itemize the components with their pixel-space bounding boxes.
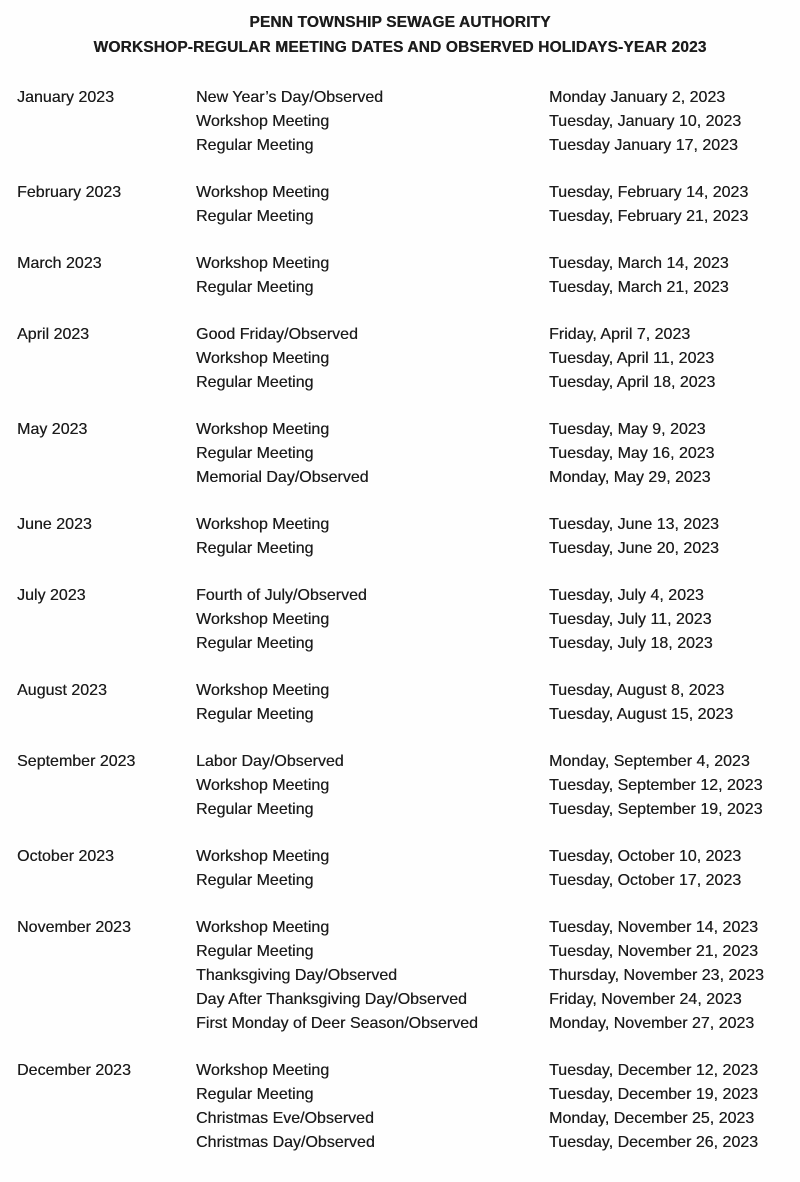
event-name: New Year’s Day/Observed <box>196 89 384 106</box>
event-date: Tuesday, March 21, 2023 <box>549 279 729 296</box>
event-date: Tuesday, September 19, 2023 <box>549 801 763 818</box>
month-group <box>17 584 792 656</box>
event-date: Tuesday, February 21, 2023 <box>549 208 749 225</box>
event-name: Regular Meeting <box>196 374 314 391</box>
event-name: Workshop Meeting <box>196 350 330 367</box>
event-name: Good Friday/Observed <box>196 326 358 343</box>
event-date: Monday, September 4, 2023 <box>549 753 750 770</box>
event-date: Tuesday, July 18, 2023 <box>549 635 713 652</box>
event-date: Tuesday, October 17, 2023 <box>549 872 742 889</box>
month-label: January 2023 <box>17 89 114 106</box>
event-date: Friday, April 7, 2023 <box>549 326 691 343</box>
event-name: Workshop Meeting <box>196 611 330 628</box>
month-group <box>17 845 792 893</box>
document-title-line2: WORKSHOP-REGULAR MEETING DATES AND OBSERVED HOLIDAYS-YEAR 2023 <box>93 39 707 56</box>
event-name: Memorial Day/Observed <box>196 469 369 486</box>
month-group <box>17 252 792 300</box>
event-name: Workshop Meeting <box>196 113 330 130</box>
month-label: July 2023 <box>17 587 86 604</box>
month-label: April 2023 <box>17 326 90 343</box>
month-group <box>17 1059 792 1155</box>
event-name: Workshop Meeting <box>196 848 330 865</box>
event-name: Regular Meeting <box>196 706 314 723</box>
event-date: Monday, November 27, 2023 <box>549 1015 755 1032</box>
event-name: Regular Meeting <box>196 801 314 818</box>
event-date: Monday, May 29, 2023 <box>549 469 711 486</box>
event-date: Tuesday, September 12, 2023 <box>549 777 763 794</box>
event-name: Regular Meeting <box>196 540 314 557</box>
event-date: Tuesday, August 8, 2023 <box>549 682 725 699</box>
event-date: Tuesday, December 26, 2023 <box>549 1134 759 1151</box>
month-group <box>17 513 792 561</box>
event-name: Christmas Eve/Observed <box>196 1110 374 1127</box>
event-name: Thanksgiving Day/Observed <box>196 967 397 984</box>
event-date: Tuesday, June 20, 2023 <box>549 540 719 557</box>
event-date: Tuesday, October 10, 2023 <box>549 848 742 865</box>
month-label: March 2023 <box>17 255 102 272</box>
event-date: Friday, November 24, 2023 <box>549 991 742 1008</box>
month-group <box>17 323 792 395</box>
event-name: Regular Meeting <box>196 137 314 154</box>
month-label: November 2023 <box>17 919 131 936</box>
schedule-list <box>0 86 800 1155</box>
month-group <box>17 750 792 822</box>
event-date: Tuesday, July 11, 2023 <box>549 611 712 628</box>
event-date: Tuesday, November 21, 2023 <box>549 943 759 960</box>
event-date: Tuesday, November 14, 2023 <box>549 919 759 936</box>
event-date: Monday, December 25, 2023 <box>549 1110 755 1127</box>
event-name: Workshop Meeting <box>196 184 330 201</box>
event-date: Tuesday January 17, 2023 <box>549 137 738 154</box>
event-name: Regular Meeting <box>196 279 314 296</box>
event-date: Tuesday, August 15, 2023 <box>549 706 734 723</box>
month-label: May 2023 <box>17 421 88 438</box>
event-name: Christmas Day/Observed <box>196 1134 375 1151</box>
event-name: Workshop Meeting <box>196 777 330 794</box>
event-date: Monday January 2, 2023 <box>549 89 726 106</box>
month-label: September 2023 <box>17 753 136 770</box>
event-name: Regular Meeting <box>196 872 314 889</box>
event-name: Regular Meeting <box>196 208 314 225</box>
event-name: Workshop Meeting <box>196 421 330 438</box>
month-label: October 2023 <box>17 848 114 865</box>
event-name: Workshop Meeting <box>196 255 330 272</box>
event-name: Labor Day/Observed <box>196 753 344 770</box>
event-date: Tuesday, April 18, 2023 <box>549 374 716 391</box>
event-name: Regular Meeting <box>196 1086 314 1103</box>
event-name: Workshop Meeting <box>196 682 330 699</box>
event-name: Day After Thanksgiving Day/Observed <box>196 991 467 1008</box>
month-label: June 2023 <box>17 516 92 533</box>
month-label: February 2023 <box>17 184 122 201</box>
event-date: Thursday, November 23, 2023 <box>549 967 764 984</box>
month-group <box>17 418 792 490</box>
event-date: Tuesday, December 12, 2023 <box>549 1062 759 1079</box>
month-group <box>17 86 792 158</box>
event-name: Workshop Meeting <box>196 516 330 533</box>
document-header <box>0 10 800 60</box>
event-date: Tuesday, March 14, 2023 <box>549 255 729 272</box>
event-date: Tuesday, July 4, 2023 <box>549 587 704 604</box>
event-name: Workshop Meeting <box>196 919 330 936</box>
event-date: Tuesday, May 16, 2023 <box>549 445 715 462</box>
document-title-line1: PENN TOWNSHIP SEWAGE AUTHORITY <box>249 14 551 31</box>
event-date: Tuesday, January 10, 2023 <box>549 113 742 130</box>
event-name: Fourth of July/Observed <box>196 587 367 604</box>
month-group <box>17 181 792 229</box>
month-group <box>17 679 792 727</box>
event-date: Tuesday, February 14, 2023 <box>549 184 749 201</box>
event-date: Tuesday, December 19, 2023 <box>549 1086 759 1103</box>
event-name: First Monday of Deer Season/Observed <box>196 1015 478 1032</box>
month-group <box>17 916 792 1036</box>
event-name: Regular Meeting <box>196 445 314 462</box>
event-name: Regular Meeting <box>196 635 314 652</box>
event-date: Tuesday, June 13, 2023 <box>549 516 719 533</box>
event-name: Workshop Meeting <box>196 1062 330 1079</box>
event-name: Regular Meeting <box>196 943 314 960</box>
month-label: August 2023 <box>17 682 107 699</box>
event-date: Tuesday, May 9, 2023 <box>549 421 706 438</box>
event-date: Tuesday, April 11, 2023 <box>549 350 715 367</box>
month-label: December 2023 <box>17 1062 131 1079</box>
